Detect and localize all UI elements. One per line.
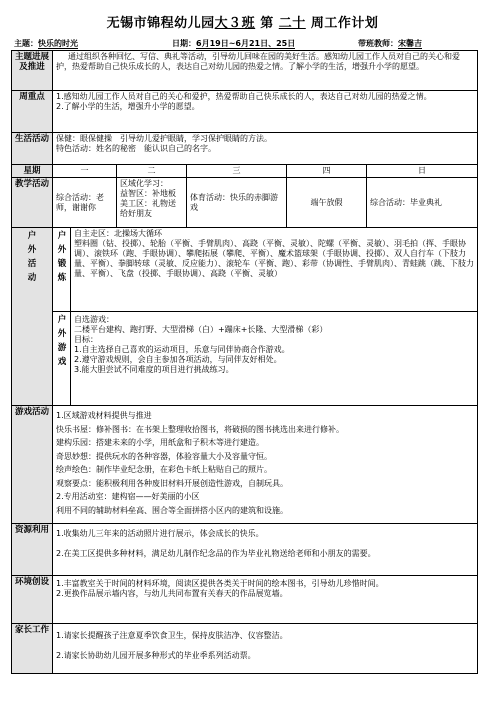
row-teaching	[12, 178, 478, 228]
title-class: 大３班	[214, 16, 256, 31]
title-prefix: 无锡市锦程幼儿园	[106, 16, 215, 31]
row-play	[12, 406, 478, 524]
life-text: 保健：眼保健操 引导幼儿爱护眼睛，学习保护眼睛的方法。 特色活动：姓名的秘密 能认识自己的名字。	[53, 133, 478, 165]
environment-text: 1.丰富教室关于时间的材料环境，阅读区提供各类关于时间的绘本图书，引导幼儿珍惜时间。 2.更换作品展示墙内容，与幼儿共同布置有关春天的作品展览墙。	[53, 576, 478, 624]
theme-field: 主题：快乐的时光	[14, 39, 78, 48]
row-progress	[12, 51, 478, 91]
theme-value: 快乐的时光	[38, 39, 78, 48]
resources-text: 1.收集幼儿三年来的活动照片进行展示，体会成长的快乐。 2.在美工区提供多种材料，满足幼儿制作纪念品的作为毕业礼物送给老师和小朋友的需要。	[53, 524, 478, 576]
label-outdoor-exercise: 户外锻炼	[53, 228, 71, 312]
date-field: 日期：6月19日~6月21日、25日	[172, 39, 296, 48]
row-weekdays	[12, 165, 478, 178]
teaching-wed: 体育活动：快乐的赤脚游戏	[187, 178, 287, 228]
row-focus	[12, 91, 478, 133]
day-tue: 二	[117, 165, 187, 178]
title-mid: 第	[260, 16, 274, 31]
label-life: 生活活动	[12, 133, 53, 165]
row-environment	[12, 576, 478, 624]
outdoor-exercise-text: 自主走区：北操场大循环 塑料圈（钻、投掷）、轮胎（平衡、手臂肌肉）、高跷（平衡、灵敏）、陀螺（平衡、灵敏）、羽毛拍（挥、手眼协调）、滚铁环（跑、手眼协调）、攀爬拓展（攀爬、平衡）、魔术篮球架（手眼协调、投掷）、双人自行车（下肢力量、平衡）、拳脚转球（灵敏、反应能力）、滚轮车（平衡、跑）、彩带（协调性、手臂肌肉）、青蛙跳（跳、下肢力量、平衡）、飞盘（投掷、手眼协调）、高跷（平衡、灵敏）	[71, 228, 478, 312]
label-play: 游戏活动	[12, 406, 53, 524]
label-focus: 周重点	[12, 91, 53, 133]
title-week: 二十	[278, 16, 306, 31]
outdoor-games-text: 自选游戏： 二楼平台建构、跑打野、大型滑梯（白）+蹦床+长隆、大型滑梯（彩） 目标： 1.自主选择自己喜欢的运动项目，乐意与同伴协商合作游戏。 2.遵守游戏规则，会自主参加各项活动，与同伴友好相处。 3.能大胆尝试不同难度的项目进行挑战练习。	[71, 312, 478, 406]
teacher-value: 宋馨吉	[398, 39, 422, 48]
day-thu: 四	[287, 165, 367, 178]
title-suffix: 周工作计划	[310, 16, 379, 31]
teaching-mon: 综合活动：老师，谢谢你	[53, 178, 117, 228]
row-life	[12, 133, 478, 165]
row-parents	[12, 624, 478, 674]
day-fri: 日	[367, 165, 478, 178]
focus-text: 1.感知幼儿园工作人员对自己的关心和爱护，热爱帮助自己快乐成长的人，表达自己对幼儿园的热爱之情。 2.了解小学的生活，增强升小学的愿望。	[53, 91, 478, 133]
label-progress: 主题进展及推进	[12, 51, 53, 91]
label-weekday: 星期	[12, 165, 53, 178]
teaching-thu: 端午放假	[287, 178, 367, 228]
play-text: 1.区域游戏材料提供与推进 快乐书屋：修补图书：在书架上整理收拾图书，将破损的图书挑选出来进行修补。 建构乐园：搭建未来的小学，用纸盒和子积木等进行建造。 奇思妙想：提供玩水的各种容器，体验容量大小及容量守恒。 绘声绘色：制作毕业纪念册，在彩色卡纸上粘贴自己的照片。 观察要点：能积极利用各种废旧材料开展创造性游戏，自制玩具。 2.专用活动室：建构宿——好美丽的小区 利用不同的辅助材料垒高、围合等全面拼搭小区内的建筑和设施。	[53, 406, 478, 524]
row-resources	[12, 524, 478, 576]
day-mon: 一	[53, 165, 117, 178]
teaching-tue: 区域化学习： 益智区：补地板 美工区：礼物送给好朋友	[117, 178, 187, 228]
teaching-fri: 综合活动：毕业典礼	[367, 178, 478, 228]
label-outdoor-games: 户外游戏	[53, 312, 71, 406]
plan-table	[11, 50, 478, 674]
label-environment: 环境创设	[12, 576, 53, 624]
date-value: 6月19日~6月21日、25日	[196, 39, 296, 48]
label-parents: 家长工作	[12, 624, 53, 674]
parents-text: 1.请家长提醒孩子注意夏季饮食卫生，保持皮肤洁净、仪容整洁。 2.请家长协助幼儿园开展多种形式的毕业季系列活动票。	[53, 624, 478, 674]
progress-text: 通过组织各种回忆、写信、典礼等活动，引导幼儿回味在园的美好生活。感知幼儿园工作人员对自己的关心和爱护，热爱帮助自己快乐成长的人，表达自己对幼儿园的热爱之情。了解小学的生活，增强升小学的愿望。	[53, 51, 478, 91]
label-teaching: 教学活动	[12, 178, 53, 228]
row-outdoor-exercise	[12, 228, 478, 312]
label-resources: 资源利用	[12, 524, 53, 576]
teacher-field: 带班教师：宋馨吉	[358, 39, 422, 48]
row-outdoor-games	[12, 312, 478, 406]
day-wed: 三	[187, 165, 287, 178]
document-title	[0, 12, 485, 31]
label-outdoor: 户外活动	[12, 228, 53, 406]
